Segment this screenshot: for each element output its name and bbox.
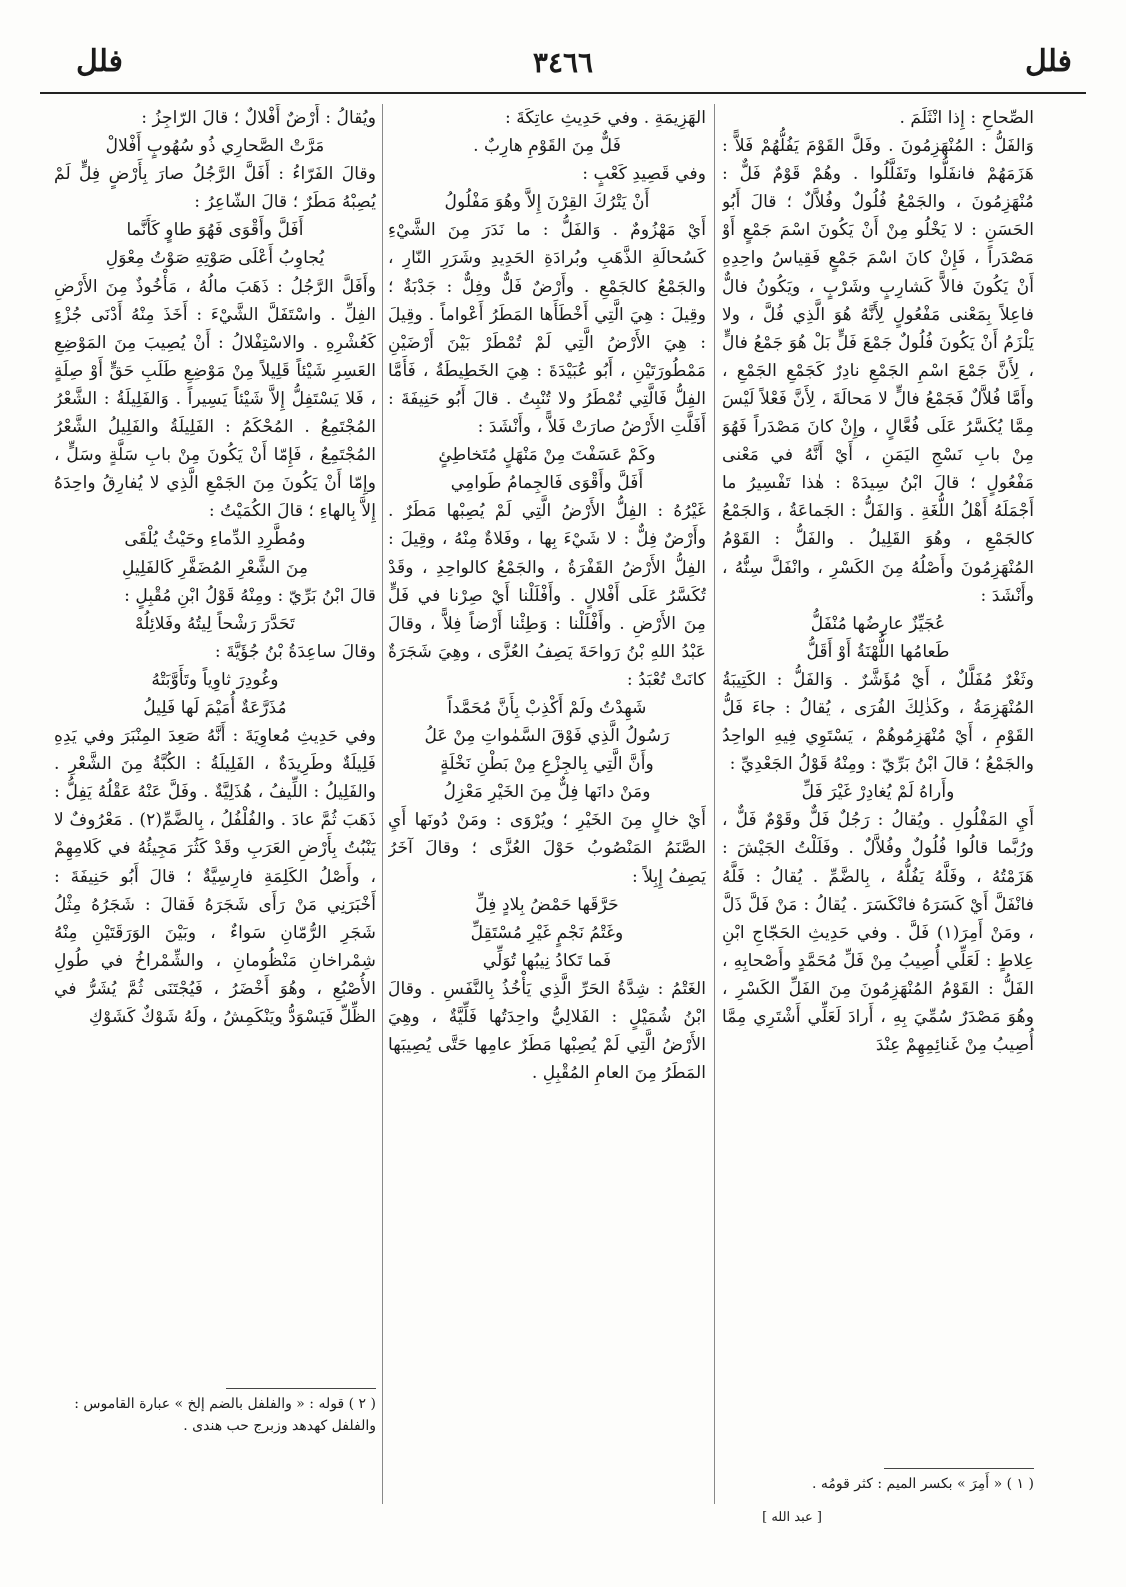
verse-line: رَسُولُ الَّذِي فَوْقَ السَّمٰواتِ مِنْ عَلُ [424,726,670,747]
paragraph: وقالَ الفَرّاءُ : أَفَلَّ الرَّجُلُ صارَ بِأَرْضٍ فِلٍّ لَمْ يُصِبْهُ مَطَرٌ ؛ قالَ الشّاعِرُ : [54,164,376,213]
verse-line: فَلٌّ مِنَ القَوْمِ هارِبٌ . [473,136,621,157]
footnote-text: ( ٢ ) قوله : « والفلفل بالضم إلخ » عبارة القاموس : والفلفل كهدهد وزبرج حب هندى . [74,1396,376,1434]
verse-line: وكَمْ عَسَفْتَ مِنْ مَنْهَلٍ مُتَخاطِئٍ [438,445,656,466]
verse-line: وغَتْمُ نَجْمٍ غَيْرِ مُسْتَقِلِّ [470,922,624,943]
paragraph: وثَغْرٌ مُفَلَّلٌ ، أَيْ مُؤَشَّرٌ . وَالفَلُّ : الكَتِيبَةُ المُنْهَزِمَةُ ، وكَذٰلِكَ الفُرَى ، يُقالُ : جاءَ فَلُّ القَوْمِ ، أَيْ مُنْهَزِمُوهُمْ ، يَسْتَوِي فِيهِ الواحِدُ والجَمْعُ ؛ قالَ ابْنُ بَرِّيّ : ومِنْهُ قَوْلُ الجَعْدِيِّ : [722,669,1034,775]
verse-line: حَرَّقَها حَمْضُ بِلادٍ فِلِّ [475,894,619,915]
column-divider [382,104,383,1504]
verse-line: أَفَلَّ وأَقْوَى فَهُوَ طاوٍ كَأَنَّما [126,220,304,241]
verse-line: فَما تَكادُ نِيبُها تُوَلِّي [482,950,612,971]
paragraph: وفي قَصِيدِ كَعْبٍ : [582,164,706,185]
column-middle [388,104,706,1534]
verse-line: وأَنَّ الَّتِي بِالجِزْعِ مِنْ بَطْنِ نَخْلَةٍ [440,754,654,775]
verse-line: مَرَّتْ الصَّحارِي ذُو سُهُوبٍ أَفْلالْ [105,136,325,157]
verse-line: وأَراهُ لَمْ يُغادِرْ غَيْرَ فَلِّ [801,782,955,803]
footnote-right [722,1468,1034,1495]
paragraph: أَيِ المَفْلُولِ . ويُقالُ : رَجُلٌ فَلٌّ وقَوْمٌ فَلٌّ ، ورُبَّما قالُوا فُلُولٌ وفُلاَّلٌ . وفَلَلْتُ الجَيْشَ : هَزَمْتُهُ ، وفَلَّهُ يَفُلُّهُ ، بِالضَّمِّ . يُقالُ : فَلَّهُ فانْفَلَّ أَيْ كَسَرَهُ فانْكَسَرَ . يُقالُ : مَنْ فَلَّ ذَلَّ ، ومَنْ أَمِرَ(١) فَلَّ . وفي حَدِيثِ الحَجّاجِ ابْنِ عِلاطٍ : لَعَلِّي أُصِيبُ مِنْ فَلِّ مُحَمَّدٍ وأَصْحابِهِ ، الفَلُّ : القَوْمُ المُنْهَزِمُونَ مِنَ الفَلِّ الكَسْرِ ، وهُوَ مَصْدَرٌ سُمِّيَ بِهِ ، أَرادَ لَعَلِّي أَشْتَرِي مِمَّا أُصِيبُ مِنْ غَنائِمِهِمْ عِنْدَ [722,810,1034,1056]
paragraph: غَيْرُهُ : الفِلُّ الأَرْضُ الَّتِي لَمْ يُصِبْها مَطَرٌ . وأَرْضٌ فِلٌّ : لا شَيْءَ بِها ، وفَلاةٌ مِنْهُ ، وقِيلَ : الفِلُّ الأَرْضُ القَفْرَةُ ، والجَمْعُ كالواحِدِ ، وقَدْ تُكَسَّرُ عَلَى أَفْلالٍ . وأَفْلَلْنا أَيْ صِرْنا في فَلٍّ مِنَ الأَرْضِ . وأَفْلَلْنا : وَطِئْنا أَرْضاً فِلاًّ ، وقالَ عَبْدُ اللهِ بْنُ رَواحَةَ يَصِفُ العُزَّى ، وهِيَ شَجَرَةٌ كانَتْ تُعْبَدُ : [388,501,706,690]
header-rule [40,92,1086,94]
paragraph: وأَفَلَّ الرَّجُلُ : ذَهَبَ مالُهُ ، مَأْخُوذٌ مِنَ الأَرْضِ الفِلِّ . واسْتَفَلَّ الشَّيْءَ : أَخَذَ مِنْهُ أَدْنَى جُزْءٍ كَعُشْرِهِ . والاسْتِفْلالُ : أَنْ يُصِيبَ مِنَ المَوْضِعِ العَسِرِ شَيْئاً قَلِيلاً مِنْ مَوْضِعِ طَلَبِ حَقٍّ أَوْ صِلَةٍ ، فَلا يَسْتَفِلُّ إِلاَّ شَيْئاً يَسِيراً . وَالفَلِيلَةُ : الشَّعْرُ المُجْتَمِعُ . المُحْكَمُ : الفَلِيلَةُ والفَلِيلُ الشَّعْرُ المُجْتَمِعُ ، فَإِمّا أَنْ يَكُونَ مِنْ بابِ سَلَّةٍ وسَلٍّ ، وإِمّا أَنْ يَكُونَ مِنَ الجَمْعِ الَّذِي لا يُفارِقُ واحِدَهُ إِلاَّ بِالهاءِ ؛ قالَ الكُمَيْتُ : [54,276,376,522]
paragraph: الهَزِيمَةِ . وفي حَدِيثِ عاتِكَةَ : [504,108,706,128]
column-right [722,104,1034,1464]
verse-line: أَفَلَّ وأَقْوَى فَالجِمامُ طَوامِي [450,473,644,494]
footnote-rule [226,1388,376,1389]
verse-line: ومَنْ دانَها فِلٌّ مِنَ الخَيْرِ مَعْزِلُ [443,782,651,803]
header-right-word: فلل [1025,44,1072,79]
page-number: ٣٤٦٦ [532,46,594,79]
paragraph: وفي حَدِيثِ مُعاوِيَةَ : أَنَّهُ صَعِدَ المِنْبَرَ وفي يَدِهِ فَلِيلَةٌ وطَرِيدَةٌ ، الفَلِيلَةُ : الكُبَّةُ مِنَ الشَّعْرِ . والفَلِيلُ : اللِّيفُ ، هُذَلِيَّةٌ . وفَلَّ عَنْهُ عَقْلُهُ يَفِلُّ : ذَهَبَ ثُمَّ عادَ . والفُلْفُلُ ، بِالضَّمِّ(٢) . مَعْرُوفٌ لا يَنْبُتُ بِأَرْضِ العَرَبِ وقَدْ كَثُرَ مَجِيئُهُ في كَلامِهِمْ ، وأَصْلُ الكَلِمَةِ فارِسِيَّةٌ ؛ قالَ أَبُو حَنِيفَةَ : أَخْبَرَنِي مَنْ رَأَى شَجَرَهُ فَقالَ : شَجَرُهُ مِثْلُ شَجَرِ الرُّمّانِ سَواءٌ ، وبَيْنَ الوَرَقَتَيْنِ مِنْهُ شِمْراخانِ مَنْظُومانِ ، والشِّمْراخُ في طُولِ الأُصْبُعِ ، وهُوَ أَخْضَرُ ، فَيُجْتَنَى ثُمَّ يُشَرُّ في الظِّلِّ فَيَسْوَدُّ ويَنْكَمِشُ ، ولَهُ شَوْكٌ كَشَوْكِ [54,726,376,1027]
page-header [40,38,1086,94]
verse-line: تَحَدَّرَ رَشْحاً لِيتُهُ وفَلائِلُهْ [135,613,295,634]
verse-line: مُذَرَّعَةٌ أُمَيْمَ لَها فَلِيلُ [143,697,287,718]
paragraph: أَيْ مَهْزُومٌ . وَالفَلُّ : ما نَدَرَ مِنَ الشَّيْءِ كَسُحالَةِ الذَّهَبِ وبُرادَةِ الحَدِيدِ وشَرَرِ النّارِ ، والجَمْعُ كالجَمْعِ . وأَرْضٌ فَلٌّ وفِلٌّ : جَدْبَةٌ ؛ وقِيلَ : هِيَ الَّتِي أَخْطَأَها المَطَرُ أَعْواماً . وقِيلَ : هِيَ الأَرْضُ الَّتِي لَمْ تُمْطَرْ بَيْنَ أَرْضَيْنِ مَمْطُورَتَيْنِ ، أَبُو عُبَيْدَةَ : هِيَ الخَطِيطَةُ ، فَأَمَّا الفِلُّ فَالَّتِي تُمْطَرُ ولا تُنْبِتُ . قالَ أَبُو حَنِيفَةَ : أَفَلَّتِ الأَرْضُ صارَتْ فَلاًّ ، وأَنْشَدَ : [388,220,706,438]
verse-line: أَنْ يَتْرُكَ القِرْنَ إِلاَّ وهُوَ مَفْلُولُ [444,192,650,213]
verse-line: طَعامُها اللُّهْنَةُ أَوْ أَقَلُّ [806,641,950,662]
paragraph: قالَ ابْنُ بَرِّيّ : ومِنْهُ قَوْلُ ابْنِ مُقْبِلٍ : [124,585,376,606]
verse-line: يُجاوِبُ أَعْلَى صَوْتِهِ صَوْتُ مِعْوَلِ [105,248,325,269]
paragraph: ويُقالُ : أَرْضٌ أَفْلالٌ ؛ قالَ الرّاجِزُ : [141,108,376,128]
paragraph: الغَتْمُ : شِدَّةُ الحَرِّ الَّذِي يَأْخُذُ بِالنَّفَسِ . وقالَ ابْنُ شُمَيْلٍ : الفَلالِيُّ واحِدَتُها فَلِّيَّةٌ ، وهِيَ الأَرْضُ الَّتِي لَمْ يُصِبْها مَطَرٌ عامِها حَتَّى يُصِيبَها المَطَرُ مِنَ العامِ المُقْبِلِ . [388,978,706,1084]
footnote-text: ( ١ ) « أَمِرَ » بكسر الميم : كثر قومُه . [811,1476,1034,1492]
verse-line: عُجَيِّزٌ عارِضُها مُنْفَلُّ [810,613,946,634]
paragraph: أَيْ خالٍ مِنَ الخَيْرِ ؛ ويُرْوَى : ومَنْ دُونَها أَيِ الصَّنَمُ المَنْصُوبُ حَوْلَ العُزَّى ؛ وقالَ آخَرُ يَصِفُ إِبِلاً : [388,810,706,887]
verse-line: شَهِدْتُ ولَمْ أَكْذِبْ بِأَنَّ مُحَمَّداً [447,697,647,718]
footnote-left [54,1388,376,1437]
header-left-word: فلل [76,44,123,79]
verse-line: وغُودِرَ ثاوِياً وتَأَوَّبَتْهُ [151,669,279,690]
editor-mark: [ عبد الله ] [762,1510,822,1525]
verse-line: ومُطَّرِدِ الدِّماءِ وحَيْثُ يُلْقَى [124,529,306,550]
paragraph: الصِّحاحِ : إِذا انْثَلَمَ . [899,108,1034,128]
paragraph: وقالَ ساعِدَةُ بْنُ جُؤَيَّةَ : [214,641,376,662]
column-divider [714,104,715,1504]
verse-line: مِنَ الشَّعْرِ المُضَفَّرِ كَالفَلِيلِ [121,557,309,578]
footnote-rule [884,1468,1034,1469]
paragraph: وَالفَلُّ : المُنْهَزِمُونَ . وفَلَّ القَوْمَ يَفُلُّهُمْ فَلاًّ : هَزَمَهُمْ فانفَلُّوا وتَفَلَّلُوا . وهُمْ قَوْمٌ فَلٌّ : مُنْهَزِمُونَ ، والجَمْعُ فُلُولٌ وفُلاَّلٌ ؛ قالَ أَبُو الحَسَنِ : لا يَخْلُو مِنْ أَنْ يَكُونَ اسْمَ جَمْعٍ أَوْ مَصْدَراً ، فَإِنْ كانَ اسْمَ جَمْعٍ فَقِياسُ واحِدِهِ أَنْ يَكُونَ فالاًّ كَشارِبٍ وشَرْبٍ ، ويَكُونُ فالٌّ فاعِلاً بِمَعْنى مَفْعُولٍ لِأَنَّهُ هُوَ الَّذِي فُلَّ ، ولا يَلْزَمُ أَنْ يَكُونَ فُلُولٌ جَمْعَ فَلٍّ بَلْ هُوَ جَمْعُ فالٍّ ، لِأَنَّ جَمْعَ اسْمِ الجَمْعِ نادِرٌ كَجَمْعِ الجَمْعِ ، وأَمَّا فُلاَّلٌ فَجَمْعُ فالٍّ لا مَحالَةَ ، لِأَنَّ فَعْلاً لَيْسَ مِمَّا يُكَسَّرُ عَلَى فُعَّالٍ ، وإِنْ كانَ مَصْدَراً فَهُوَ مِنْ بابِ نَسْجِ اليَمَنِ ، أَيْ أَنَّهُ في مَعْنى مَفْعُولٍ ؛ قالَ ابْنُ سِيدَهْ : هٰذا تَفْسِيرُ ما أَجْمَلَهُ أَهْلُ اللُّغَةِ . وَالفَلُّ : الجَماعَةُ ، وَالجَمْعُ كالجَمْعِ ، وهُوَ القَلِيلُ . والفَلُّ : القَوْمُ المُنْهَزِمُونَ وأَصْلُهُ مِنَ الكَسْرِ ، وانْفَلَّ سِنُّهُ ، وأَنْشَدَ : [722,136,1034,606]
column-left [54,104,376,1504]
